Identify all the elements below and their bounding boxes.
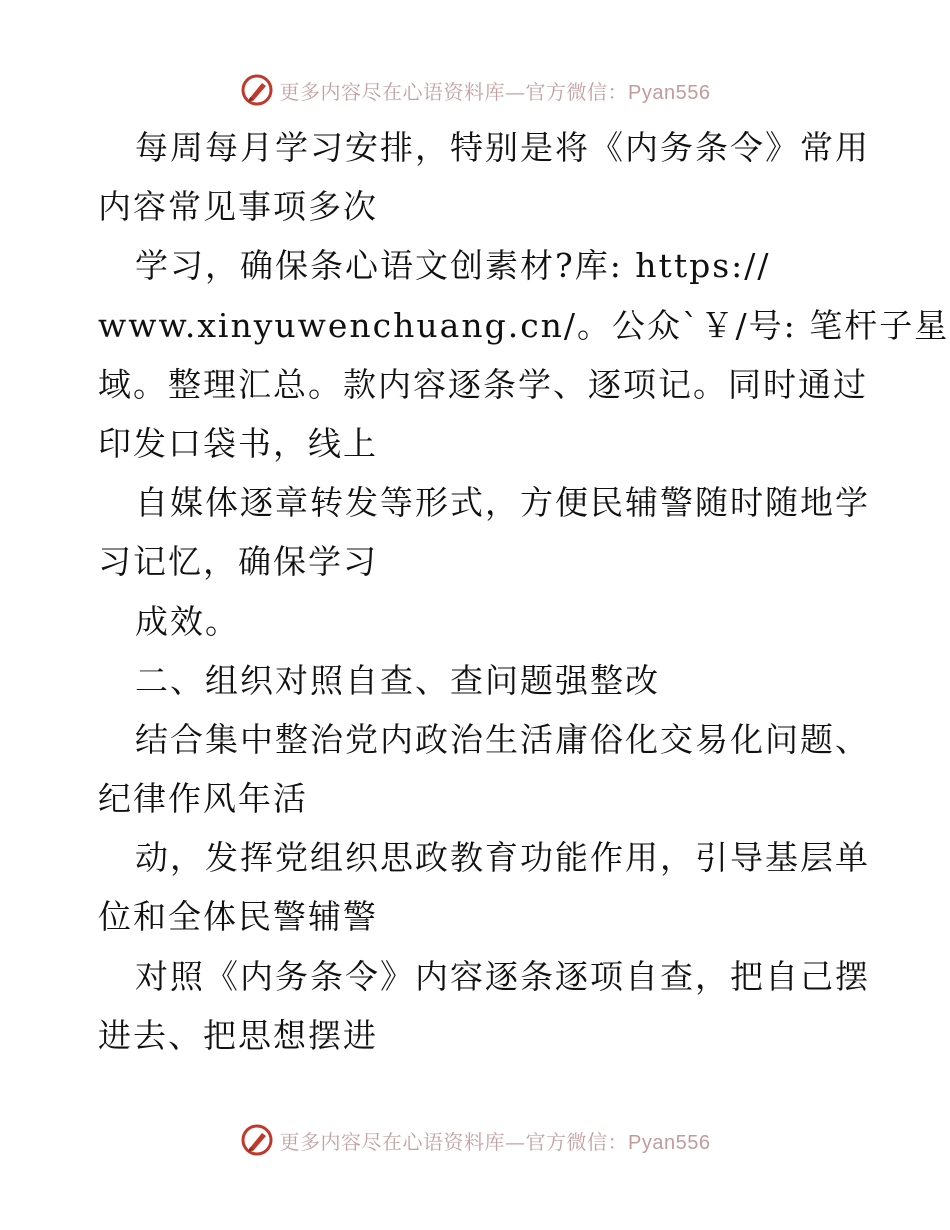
watermark-id: Pyan556: [628, 1131, 711, 1154]
text-line: 成效。: [135, 601, 240, 641]
footer-watermark: [0, 1120, 950, 1160]
text-line: 内容常见事项多次: [98, 187, 378, 227]
text-line: www.xinyuwenchuang.cn/。公众`￥/号: 笔杆子星: [98, 305, 950, 345]
header-watermark: [0, 70, 950, 110]
text-line: 进去、把思想摆进: [98, 1015, 378, 1055]
text-line: 域。整理汇总。款内容逐条学、逐项记。同时通过: [98, 364, 868, 404]
pen-logo-icon: [240, 1123, 274, 1157]
text-line: 纪律作风年活: [98, 779, 308, 819]
watermark-text: 更多内容尽在心语资料库—官方微信：Pyan556: [279, 79, 711, 104]
text-line: 对照《内务条令》内容逐条逐项自查，把自己摆: [135, 956, 870, 996]
text-line: 学习，确保条心语文创素材?库: https://: [135, 246, 771, 286]
text-line: 位和全体民警辅警: [98, 897, 378, 937]
text-line: 自媒体逐章转发等形式，方便民辅警随时随地学: [135, 483, 870, 523]
text-line: 印发口袋书，线上: [98, 423, 378, 463]
watermark-text: 更多内容尽在心语资料库—官方微信：Pyan556: [279, 1129, 711, 1154]
document-body: [98, 118, 950, 1065]
text-line: 动，发挥党组织思政教育功能作用，引导基层单: [135, 838, 870, 878]
section-heading: 二、组织对照自查、查问题强整改: [135, 660, 660, 700]
pen-logo-icon: [240, 73, 274, 107]
text-line: 习记忆，确保学习: [98, 542, 378, 582]
text-line: 结合集中整治党内政治生活庸俗化交易化问题、: [135, 719, 870, 759]
text-line: 每周每月学习安排，特别是将《内务条令》常用: [135, 128, 870, 167]
watermark-id: Pyan556: [628, 81, 711, 104]
